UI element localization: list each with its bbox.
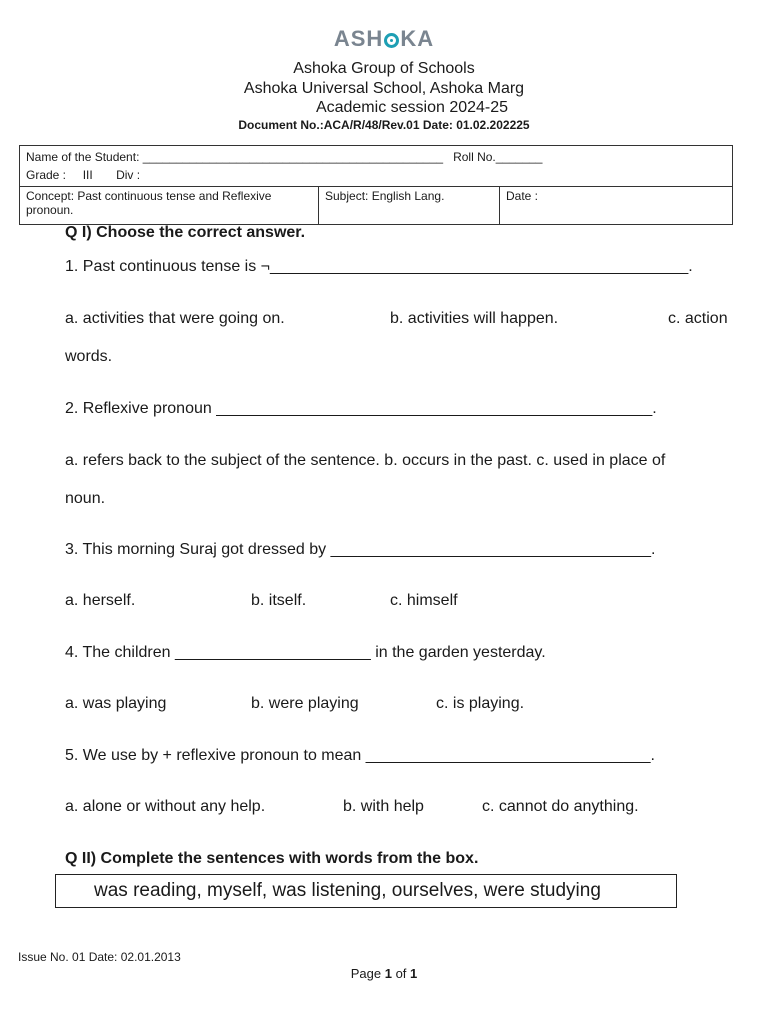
section-1-title: Q I) Choose the correct answer. (65, 224, 306, 241)
q1-option-b[interactable]: b. activities will happen. (390, 310, 559, 327)
question-2: 2. Reflexive pronoun _________________________________________________. (65, 400, 657, 417)
logo-text-start: ASH (333, 26, 384, 51)
page-indicator (0, 966, 768, 981)
q4-option-a[interactable]: a. was playing (65, 695, 167, 712)
student-name-field[interactable]: Name of the Student: _____________________________________________ (26, 150, 444, 164)
question-4: 4. The children ______________________ in the garden yesterday. (65, 644, 546, 661)
school-group-name: Ashoka Group of Schools (293, 60, 475, 77)
q1-option-a[interactable]: a. activities that were going on. (65, 310, 285, 327)
subject-cell: Subject: English Lang. (319, 187, 500, 225)
q1-option-c[interactable]: c. action (668, 310, 728, 327)
page-total: 1 (410, 966, 418, 981)
q2-option-c-continued: noun. (65, 490, 106, 507)
student-details-cell (20, 146, 733, 187)
roll-number-field[interactable]: Roll No._______ (453, 150, 543, 164)
academic-session: Academic session 2024-25 (315, 99, 509, 116)
page-of: of (391, 966, 411, 981)
question-3: 3. This morning Suraj got dressed by ____________________________________. (65, 541, 656, 558)
page-prefix: Page (350, 966, 385, 981)
division-field[interactable]: Div : (116, 168, 141, 182)
concept-cell: Concept: Past continuous tense and Reflexive pronoun. (20, 187, 319, 225)
grade-value: III (82, 168, 93, 182)
q3-option-c[interactable]: c. himself (390, 592, 458, 609)
q5-option-c[interactable]: c. cannot do anything. (482, 798, 639, 815)
q5-option-a[interactable]: a. alone or without any help. (65, 798, 266, 815)
q3-option-a[interactable]: a. herself. (65, 592, 136, 609)
question-1: 1. Past continuous tense is ¬_______________________________________________. (65, 258, 693, 275)
date-cell[interactable]: Date : (500, 187, 733, 225)
q2-options[interactable]: a. refers back to the subject of the sentence. b. occurs in the past. c. used in place of (65, 452, 666, 469)
q1-option-c-continued: words. (65, 348, 113, 365)
q4-option-c[interactable]: c. is playing. (436, 695, 525, 712)
document-number: Document No.:ACA/R/48/Rev.01 Date: 01.02.202225 (238, 118, 530, 132)
student-info-table (19, 145, 733, 225)
question-5: 5. We use by + reflexive pronoun to mean ________________________________. (65, 747, 655, 764)
school-logo (0, 26, 768, 52)
q5-option-b[interactable]: b. with help (343, 798, 424, 815)
section-2-title: Q II) Complete the sentences with words from the box. (65, 850, 479, 867)
grade-label: Grade : (26, 168, 67, 182)
page-number: 1 (384, 966, 392, 981)
school-name: Ashoka Universal School, Ashoka Marg (243, 80, 525, 97)
q3-option-b[interactable]: b. itself. (251, 592, 307, 609)
issue-info: Issue No. 01 Date: 02.01.2013 (18, 950, 181, 964)
logo-text-end: KA (400, 26, 435, 51)
word-box: was reading, myself, was listening, ourselves, were studying (55, 874, 677, 908)
logo-o-icon (384, 33, 399, 48)
q4-option-b[interactable]: b. were playing (251, 695, 359, 712)
